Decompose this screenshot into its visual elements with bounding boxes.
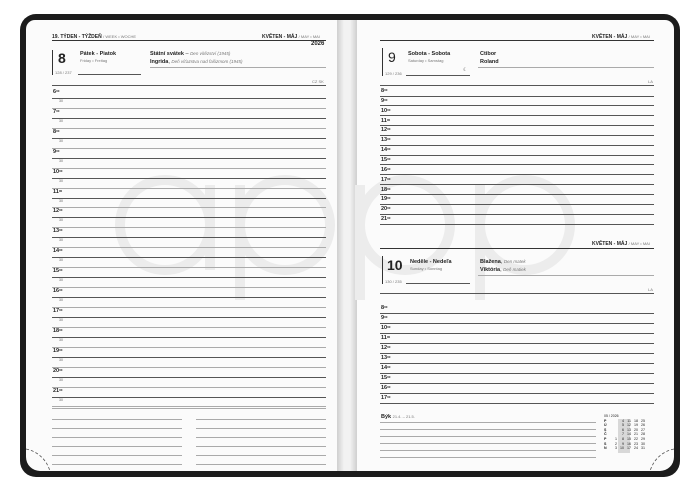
half-hour-rule <box>52 287 326 288</box>
mini-calendar <box>604 414 645 451</box>
sat-day-name-sub: Saturday • Samstag <box>408 58 444 63</box>
hour-label: $18^{00}$ <box>53 327 63 334</box>
hour-rule <box>52 317 326 318</box>
half-hour-label: 30 <box>59 377 63 382</box>
calendar-date: 13 <box>627 427 631 432</box>
sun-day-name-sub: Sunday • Sonntag <box>410 266 443 271</box>
hour-rule <box>380 105 654 106</box>
left-page <box>26 20 338 471</box>
half-hour-rule <box>52 327 326 328</box>
hour-label: $15^{00}$ <box>53 268 63 275</box>
sun-nameday-sk: Viktória, Deň matiek <box>480 267 526 273</box>
hour-rule <box>380 115 654 116</box>
hour-rule <box>52 178 326 179</box>
calendar-date: 30 <box>641 441 645 446</box>
calendar-date: 6 <box>622 427 624 432</box>
hour-rule <box>52 118 326 119</box>
calendar-date: 9 <box>622 441 624 446</box>
hour-rule <box>380 363 654 364</box>
notes-rule <box>52 408 326 409</box>
hour-label: $14^{00}$ <box>381 365 391 371</box>
date-bar <box>52 50 53 75</box>
left-corner-cut <box>26 445 56 471</box>
sun-schedule-top-rule <box>380 293 654 294</box>
hour-label: $12^{00}$ <box>381 345 391 351</box>
hour-label: $14^{00}$ <box>53 248 63 255</box>
half-hour-label: 30 <box>59 357 63 362</box>
hour-rule <box>380 383 654 384</box>
day-of-year: 128 / 237 <box>55 70 72 75</box>
right-corner-cut <box>646 445 676 471</box>
half-hour-label: 30 <box>59 178 63 183</box>
hour-rule <box>380 333 654 334</box>
hour-label: $16^{00}$ <box>381 385 391 391</box>
moon-phase-icon: ☾ <box>463 67 468 73</box>
calendar-day-letter: P <box>604 418 607 423</box>
hour-rule <box>380 214 654 215</box>
hour-rule <box>380 145 654 146</box>
hour-rule <box>52 277 326 278</box>
hour-label: $12^{00}$ <box>381 127 391 134</box>
schedule-top-rule <box>52 85 326 86</box>
hour-label: $13^{00}$ <box>381 355 391 361</box>
mini-calendar-header: 05 / 2026 <box>604 414 619 418</box>
hour-rule <box>380 96 654 97</box>
calendar-date: 18 <box>634 418 638 423</box>
hour-rule <box>380 224 654 225</box>
calendar-date: 27 <box>641 427 645 432</box>
hour-label: $16^{00}$ <box>381 166 391 173</box>
right-header-rule <box>380 40 654 41</box>
nameday-line: Ingrida, Deň víťazstva nad fašizmom (1945) <box>150 59 243 65</box>
hour-label: $6^{00}$ <box>53 89 60 95</box>
page-gutter <box>337 20 357 471</box>
note-line <box>52 446 182 447</box>
sun-date-rule <box>406 283 470 284</box>
hour-rule <box>380 184 654 185</box>
calendar-date: 21 <box>634 432 638 437</box>
hour-rule <box>380 204 654 205</box>
hour-label: $10^{00}$ <box>381 107 391 114</box>
hour-label: $9^{00}$ <box>53 148 60 155</box>
half-hour-rule <box>52 267 326 268</box>
hour-rule <box>380 403 654 404</box>
calendar-date: 5 <box>622 423 624 428</box>
calendar-date: 23 <box>634 441 638 446</box>
hour-label: $8^{00}$ <box>381 88 388 94</box>
sat-nameday-sk: Roland <box>480 59 499 65</box>
hour-label: $17^{00}$ <box>381 176 391 183</box>
calendar-date: 14 <box>627 432 631 437</box>
hour-rule <box>52 397 326 398</box>
half-hour-rule <box>52 168 326 169</box>
sat-date-bar <box>382 48 383 76</box>
hour-rule <box>52 237 326 238</box>
hour-label: $12^{00}$ <box>53 208 63 215</box>
hour-rule <box>52 158 326 159</box>
hour-rule <box>380 155 654 156</box>
hour-label: $8^{00}$ <box>53 128 60 135</box>
calendar-day-letter: S <box>604 441 607 446</box>
calendar-date: 2 <box>615 441 617 446</box>
calendar-date: 22 <box>634 436 638 441</box>
half-hour-rule <box>52 367 326 368</box>
month-label-right: KVĚTEN - MÁJ / MAY • MAI <box>592 34 650 40</box>
hour-label: $10^{00}$ <box>381 325 391 331</box>
half-hour-rule <box>52 307 326 308</box>
half-hour-label: 30 <box>59 317 63 322</box>
hour-rule <box>380 323 654 324</box>
hour-rule <box>52 217 326 218</box>
half-hour-label: 30 <box>59 198 63 203</box>
hour-label: $18^{00}$ <box>381 186 391 193</box>
half-hour-label: 30 <box>59 278 63 283</box>
hour-label: $19^{00}$ <box>381 196 391 203</box>
hour-label: $20^{00}$ <box>381 206 391 213</box>
half-hour-label: 30 <box>59 118 63 123</box>
half-hour-rule <box>52 188 326 189</box>
hour-label: $10^{00}$ <box>53 168 63 175</box>
hour-label: $19^{00}$ <box>53 347 63 354</box>
sat-date-rule <box>406 75 470 76</box>
hour-rule <box>52 138 326 139</box>
hour-rule <box>52 257 326 258</box>
calendar-day-letter: S <box>604 427 607 432</box>
hour-rule <box>52 377 326 378</box>
note-line <box>52 455 182 456</box>
calendar-date: 8 <box>622 436 624 441</box>
hour-label: $7^{00}$ <box>53 108 60 115</box>
hour-rule <box>52 297 326 298</box>
hour-label: $9^{00}$ <box>381 315 388 321</box>
footer-line <box>380 443 596 444</box>
half-hour-label: 30 <box>59 138 63 143</box>
sat-schedule-top-rule <box>380 85 654 86</box>
sun-date-bar <box>382 256 383 284</box>
mini-calendar-rows <box>604 419 645 451</box>
sun-day-number: 10 <box>387 257 403 273</box>
calendar-date: 4 <box>622 418 624 423</box>
half-hour-label: 30 <box>59 218 63 223</box>
sun-day-of-year: 130 / 235 <box>385 279 402 284</box>
calendar-date: 17 <box>627 446 631 451</box>
hour-rule <box>380 373 654 374</box>
note-line <box>196 446 326 447</box>
note-line <box>52 437 182 438</box>
day-name-sub: Friday • Freitag <box>80 58 108 63</box>
day-number: 8 <box>58 50 66 66</box>
footer-line <box>380 422 596 423</box>
hour-label: $11^{00}$ <box>53 188 63 195</box>
hour-rule <box>380 174 654 175</box>
calendar-date: 11 <box>627 418 631 423</box>
half-hour-label: 30 <box>59 298 63 302</box>
hour-label: $13^{00}$ <box>53 228 63 235</box>
hour-label: $14^{00}$ <box>381 147 391 154</box>
half-hour-rule <box>52 347 326 348</box>
note-line <box>196 455 326 456</box>
calendar-day-letter: N <box>604 446 607 451</box>
hour-label: $9^{00}$ <box>381 97 388 104</box>
note-line <box>52 419 182 420</box>
sat-day-number: 9 <box>388 49 396 65</box>
half-hour-label: 30 <box>59 258 63 263</box>
hour-rule <box>380 164 654 165</box>
half-hour-rule <box>52 128 326 129</box>
hour-label: $17^{00}$ <box>53 307 63 314</box>
hour-label: $11^{00}$ <box>381 335 391 341</box>
note-line <box>196 437 326 438</box>
calendar-day-letter: P <box>604 436 607 441</box>
hour-label: $13^{00}$ <box>381 137 391 144</box>
hour-rule <box>52 198 326 199</box>
note-line <box>52 464 182 465</box>
hour-rule <box>380 125 654 126</box>
calendar-date: 3 <box>615 446 617 451</box>
sun-nameday-rule <box>478 275 654 276</box>
calendar-date: 10 <box>620 446 624 451</box>
week-label: 19. TÝDEN - TÝŽDEŇ / WEEK • WOCHE <box>52 34 137 40</box>
sun-header-rule <box>380 248 654 249</box>
hour-rule <box>380 353 654 354</box>
calendar-date: 19 <box>634 423 638 428</box>
hour-rule <box>52 98 326 99</box>
header-rule <box>52 40 326 41</box>
hour-label: $17^{00}$ <box>381 395 391 401</box>
footer-line <box>380 450 596 451</box>
half-hour-rule <box>52 387 326 388</box>
hour-label: $8^{00}$ <box>381 305 388 311</box>
hour-rule <box>380 194 654 195</box>
date-rule <box>78 74 141 75</box>
day-name: Pátek - Piatok <box>80 51 117 57</box>
calendar-date: 28 <box>641 432 645 437</box>
calendar-date: 12 <box>627 423 631 428</box>
half-hour-rule <box>52 247 326 248</box>
calendar-row <box>604 446 645 451</box>
half-hour-label: 30 <box>59 337 63 342</box>
month-label-left: KVĚTEN - MÁJ / MAY • MAI <box>262 34 320 40</box>
hour-label: $15^{00}$ <box>381 156 391 163</box>
hour-rule <box>380 135 654 136</box>
sun-day-name: Neděle - Nedeľa <box>410 259 452 265</box>
hour-rule <box>52 357 326 358</box>
half-hour-label: 30 <box>59 99 63 103</box>
hour-label: $16^{00}$ <box>53 288 63 294</box>
holiday-line: Státní svátek – Den vítězství (1945) <box>150 51 231 57</box>
moon-mark: CZ SK <box>312 79 324 84</box>
hour-label: $20^{00}$ <box>53 367 63 374</box>
calendar-date: 25 <box>641 418 645 423</box>
calendar-date: 20 <box>634 427 638 432</box>
sat-nameday-rule <box>478 67 654 68</box>
note-line <box>52 428 182 429</box>
half-hour-rule <box>52 207 326 208</box>
calendar-date: 16 <box>627 441 631 446</box>
calendar-date: 24 <box>634 446 638 451</box>
hour-label: $21^{00}$ <box>381 216 391 223</box>
note-line <box>196 464 326 465</box>
sat-corner-mark: LA <box>648 79 653 84</box>
sun-nameday-cz: Blažena, Den matek <box>480 259 526 265</box>
calendar-date: 15 <box>627 436 631 441</box>
calendar-date: 31 <box>641 446 645 451</box>
hour-label: $15^{00}$ <box>381 375 391 381</box>
calendar-date: 29 <box>641 436 645 441</box>
calendar-day-letter: Ú <box>604 423 607 428</box>
half-hour-label: 30 <box>59 158 63 163</box>
calendar-date: 1 <box>615 436 617 441</box>
half-hour-rule <box>52 227 326 228</box>
calendar-day-letter: Č <box>604 432 607 437</box>
sat-nameday-cz: Ctibor <box>480 51 497 57</box>
footer-line <box>380 436 596 437</box>
hour-rule <box>380 343 654 344</box>
calendar-date: 26 <box>641 423 645 428</box>
hour-rule <box>380 313 654 314</box>
sun-corner-mark: LA <box>648 287 653 292</box>
hour-rule <box>380 393 654 394</box>
note-line <box>196 419 326 420</box>
hour-label: $21^{00}$ <box>53 387 63 394</box>
half-hour-label: 30 <box>59 397 63 402</box>
calendar-date: 7 <box>622 432 624 437</box>
footer-line <box>380 429 596 430</box>
zodiac-label: Býk 21.4. – 21.5. <box>381 414 415 420</box>
half-hour-label: 30 <box>59 238 63 243</box>
sat-day-of-year: 129 / 236 <box>385 71 402 76</box>
nameday-rule <box>150 67 326 68</box>
half-hour-rule <box>52 148 326 149</box>
half-hour-rule <box>52 108 326 109</box>
footer-line <box>380 457 596 458</box>
note-line <box>196 428 326 429</box>
sat-day-name: Sobota - Sobota <box>408 51 451 57</box>
hour-rule <box>52 337 326 338</box>
month-label-sun: KVĚTEN - MÁJ / MAY • MAI <box>592 241 650 247</box>
hour-label: $11^{00}$ <box>381 117 391 124</box>
year-label: 2026 <box>311 41 325 47</box>
